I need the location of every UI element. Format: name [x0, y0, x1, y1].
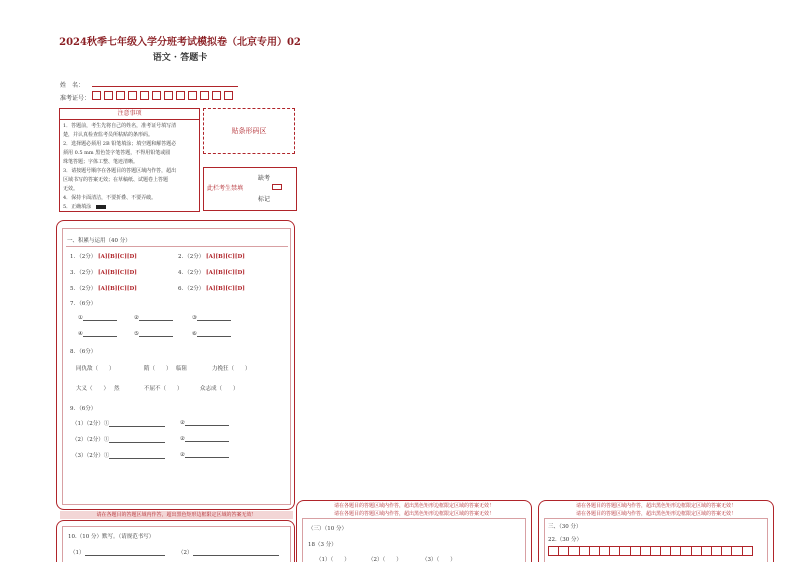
absent-label: 缺考	[258, 175, 271, 182]
notes-box	[59, 108, 200, 212]
question-label: 6．（2分）	[178, 286, 205, 292]
answer-line[interactable]: ②	[180, 451, 229, 458]
fill-blank[interactable]: 力挽狂（ ）	[212, 366, 251, 372]
notes-heading: 注意事项	[60, 109, 199, 120]
answer-line[interactable]: ②	[180, 419, 229, 426]
warning-banner: 请在各题目的答题区域内作答，超出黑色矩形边框限定区域的答案无效！	[575, 503, 736, 509]
section-1-heading: 一、积累与运用（40 分）	[67, 238, 131, 244]
question-9: 9．（6分）	[70, 406, 97, 412]
answer-line[interactable]: ②	[134, 314, 173, 321]
warning-banner: 请在各题目的答题区域内作答，超出黑色矩形边框限定区域的答案无效！	[60, 511, 293, 519]
question-label: 4．（2分）	[178, 270, 205, 276]
barcode-area	[203, 108, 295, 154]
answer-line[interactable]: （1）	[70, 548, 165, 556]
warning-banner: 请在各题目的答题区域内作答，超出黑色矩形边框限定区域的答案无效！	[333, 503, 494, 509]
question-label: 5．（2分）	[70, 286, 97, 292]
answer-line[interactable]: ⑤	[134, 330, 173, 337]
name-label: 姓 名：	[60, 82, 85, 89]
fill-blank[interactable]: 然	[114, 386, 120, 392]
section-heading: 三、（30 分）	[548, 524, 582, 530]
answer-line[interactable]: （3）（2分）①	[72, 451, 165, 459]
answer-options[interactable]: [A][B][C][D]	[98, 270, 137, 276]
question-18: 18（3 分）	[308, 542, 337, 548]
fill-example	[63, 203, 196, 212]
fill-example-label: 5．正确填涂	[63, 204, 92, 210]
question-label: 3．（2分）	[70, 270, 97, 276]
mc-row	[178, 284, 245, 292]
note-line: 须用 0.5 mm 黑色签字笔答题，不得用铅笔或圆	[63, 150, 171, 156]
divider	[66, 246, 288, 247]
mc-row	[70, 268, 137, 276]
question-label: 1．（2分）	[70, 254, 97, 260]
answer-options[interactable]: [A][B][C][D]	[206, 270, 245, 276]
id-label: 准考证号：	[60, 95, 91, 102]
absent-mark-label: 标记	[258, 196, 271, 203]
warning-banner: 请在各题目的答题区域内作答，超出黑色矩形边框限定区域的答案无效！	[575, 511, 736, 517]
page-subtitle: 语文 · 答题卡	[152, 53, 208, 63]
fill-blank[interactable]: 同仇敌（ ）	[76, 366, 115, 372]
mc-row	[178, 268, 245, 276]
answer-line[interactable]: （2）（2分）①	[72, 435, 165, 443]
note-line: 楚，并认真检查监考员所粘贴的条形码。	[63, 132, 154, 138]
barcode-label: 贴条形码区	[231, 127, 267, 135]
mc-row	[70, 284, 137, 292]
answer-line[interactable]: ②	[180, 435, 229, 442]
question-7: 7．（6分）	[70, 301, 97, 307]
note-line: 珠笔答题；字体工整、笔迹清晰。	[63, 159, 139, 165]
page-title: 2024秋季七年级入学分班考试模拟卷（北京专用）02	[59, 37, 301, 48]
answer-line[interactable]: （2）	[178, 548, 279, 556]
answer-options[interactable]: [A][B][C][D]	[98, 254, 137, 260]
fill-blank[interactable]: 众志成（ ）	[200, 386, 239, 392]
fill-blank[interactable]: （1）（ ）	[316, 557, 350, 563]
note-line: 1．答题前，考生先将自己的姓名，准考证号填写清	[63, 123, 177, 129]
answer-line[interactable]: （1）（2分）①	[72, 419, 165, 427]
notes-list	[60, 120, 199, 214]
answer-options[interactable]: [A][B][C][D]	[206, 286, 245, 292]
answer-options[interactable]: [A][B][C][D]	[98, 286, 137, 292]
answer-line[interactable]: ①	[78, 314, 117, 321]
absent-box	[203, 167, 297, 211]
answer-options[interactable]: [A][B][C][D]	[206, 254, 245, 260]
note-line: 4．保持卡面清洁，不要折叠、不要弄破。	[63, 195, 157, 201]
fill-blank[interactable]: 不屈不（ ）	[144, 386, 183, 392]
answer-line[interactable]: ③	[192, 314, 231, 321]
filled-mark-icon	[96, 205, 106, 209]
question-label: 2．（2分）	[178, 254, 205, 260]
question-22: 22.（30 分）	[548, 537, 582, 543]
note-line: 2．选择题必须用 2B 铅笔填涂；填空题和解答题必	[63, 141, 177, 147]
section-heading: （三）（10 分）	[308, 526, 347, 532]
mc-row	[178, 252, 245, 260]
note-line: 无效。	[63, 186, 79, 192]
id-grid[interactable]	[92, 91, 242, 101]
answer-line[interactable]: ⑥	[192, 330, 231, 337]
mc-row	[70, 252, 137, 260]
note-line: 区域书写的答案无效；在草稿纸、试题卷上答题	[63, 177, 169, 183]
note-line: 3．请按题号顺序在各题目的答题区域内作答，超出	[63, 168, 177, 174]
fill-blank[interactable]: 隋（ ）	[144, 366, 172, 372]
warning-banner: 请在各题目的答题区域内作答，超出黑色矩形边框限定区域的答案无效！	[333, 511, 494, 517]
fill-blank[interactable]: 大义（ ）	[76, 386, 110, 392]
absent-checkbox[interactable]	[272, 184, 282, 190]
question-8: 8．（6分）	[70, 349, 97, 355]
writing-grid-row[interactable]	[548, 546, 752, 556]
answer-line[interactable]: ④	[78, 330, 117, 337]
fill-blank[interactable]: （3）（ ）	[422, 557, 456, 563]
name-field[interactable]	[92, 86, 238, 87]
question-10: 10.（10 分）默写。（请规范书写）	[68, 534, 155, 540]
fill-blank[interactable]: （2）（ ）	[368, 557, 402, 563]
fill-blank[interactable]: 临阻	[176, 366, 188, 372]
absent-note: 此栏考生禁填	[207, 185, 244, 192]
